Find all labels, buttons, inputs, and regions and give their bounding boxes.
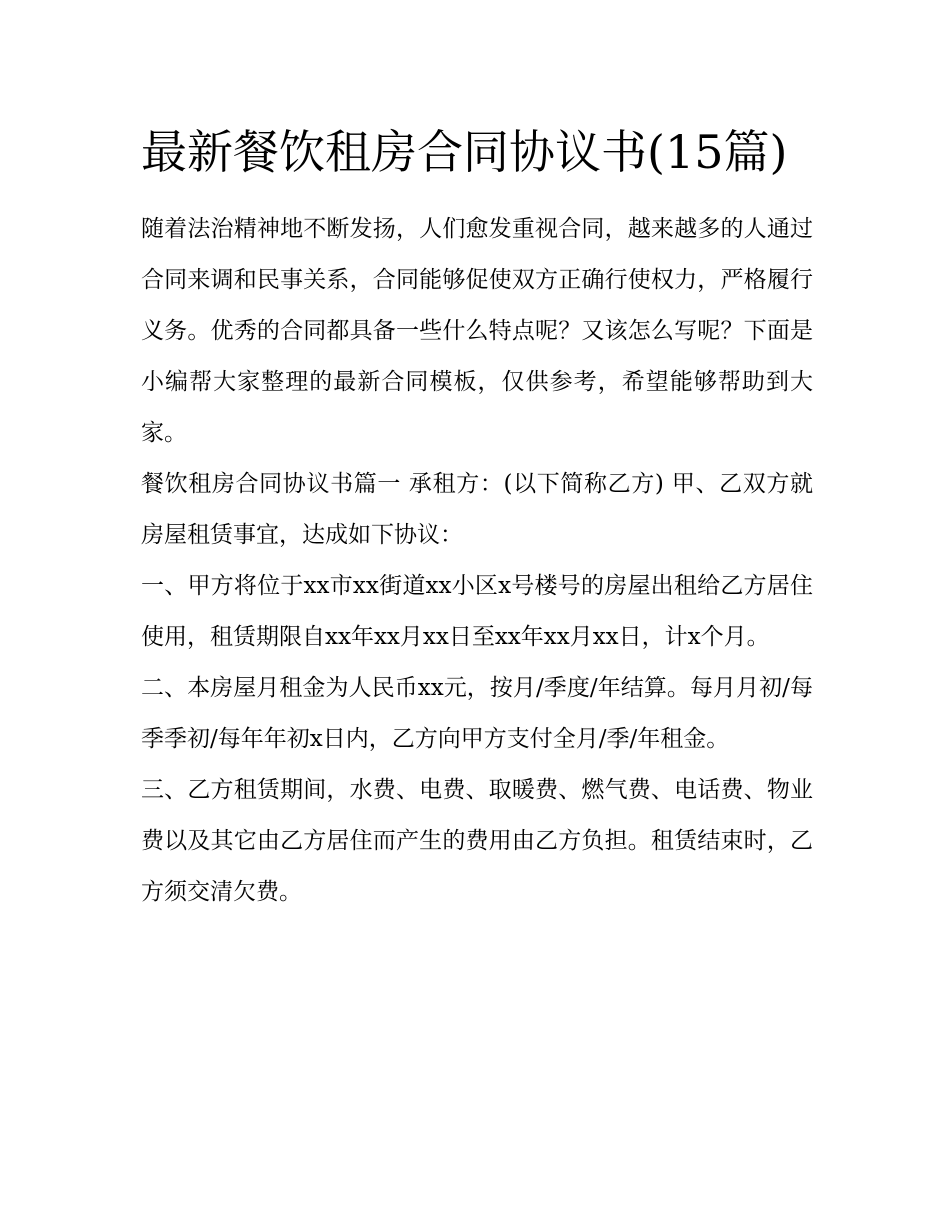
clause-3-paragraph: 三、乙方租赁期间，水费、电费、取暖费、燃气费、电话费、物业费以及其它由乙方居住而产生的费用由乙方负担。租赁结束时，乙方须交清欠费。 (141, 777, 813, 905)
document-title: 最新餐饮租房合同协议书(15篇) (141, 125, 788, 179)
intro-paragraph: 随着法治精神地不断发扬，人们愈发重视合同，越来越多的人通过合同来调和民事关系，合同能够促使双方正确行使权力，严格履行义务。优秀的合同都具备一些什么特点呢？又该怎么写呢？下面是小编帮大家整理的最新合同模板，仅供参考，希望能够帮助到大家。 (141, 216, 813, 446)
document-page (141, 112, 813, 918)
clause-2-paragraph: 二、本房屋月租金为人民币xx元，按月/季度/年结算。每月月初/每季季初/每年年初x日内，乙方向甲方支付全月/季/年租金。 (141, 675, 813, 752)
contract-heading-paragraph: 餐饮租房合同协议书篇一 承租方：(以下简称乙方) 甲、乙双方就房屋租赁事宜，达成如下协议： (141, 471, 813, 548)
clause-1-paragraph: 一、甲方将位于xx市xx街道xx小区x号楼号的房屋出租给乙方居住使用，租赁期限自xx年xx月xx日至xx年xx月xx日，计x个月。 (141, 573, 813, 650)
